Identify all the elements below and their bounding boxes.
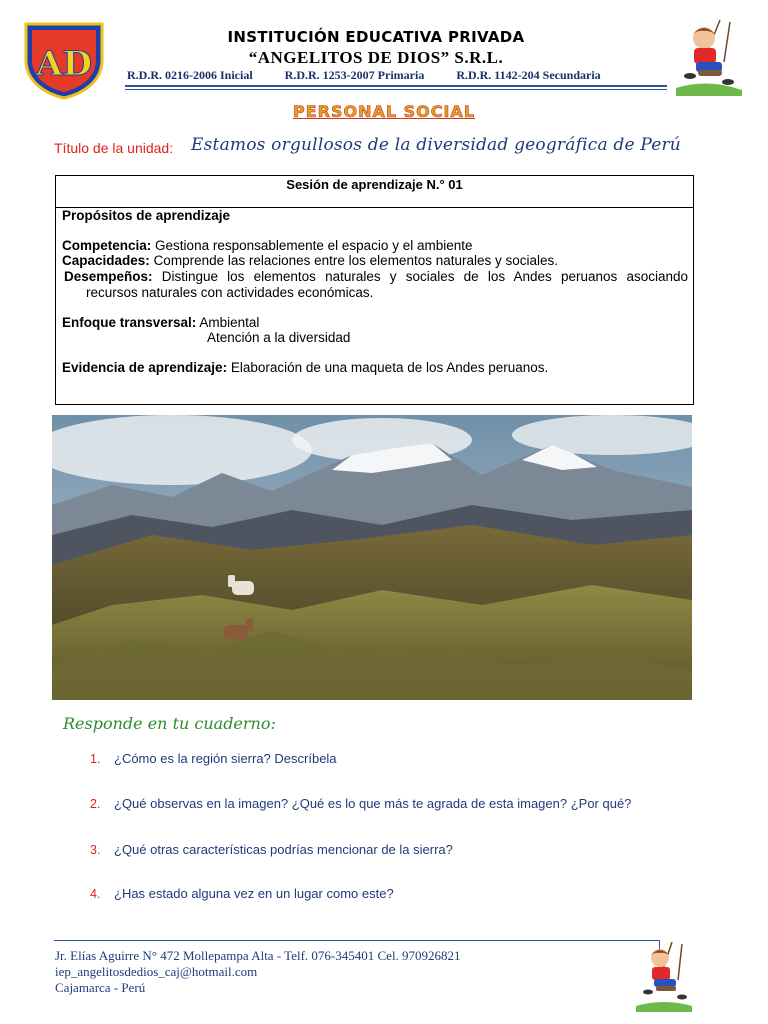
question-number: 3. [90, 843, 101, 857]
footer-address: Jr. Elías Aguirre N° 472 Mollepampa Alta - Telf. 076-345401 Cel. 970926821 [55, 948, 461, 963]
footer-divider [54, 940, 660, 941]
session-table [55, 175, 694, 405]
question-text: ¿Qué observas en la imagen? ¿Qué es lo que más te agrada de esta imagen? ¿Por qué? [114, 796, 632, 811]
subject-title [0, 102, 768, 122]
header-divider [125, 85, 667, 87]
capacidades-row [62, 253, 558, 269]
logo-text: AD [36, 44, 92, 84]
header-divider-thin [125, 89, 667, 90]
question-number: 2. [90, 797, 101, 811]
enfoque-value-1: Ambiental [199, 315, 260, 330]
purposes-label: Propósitos de aprendizaje [62, 208, 231, 223]
question-number: 4. [90, 887, 101, 901]
desempenos-value-1: Distingue los elementos naturales y sociales de los Andes peruanos asociando [161, 269, 688, 284]
question-text: ¿Qué otras características podrías mencionar de la sierra? [114, 842, 453, 857]
institution-subtitle: “ANGELITOS DE DIOS” S.R.L. [248, 48, 504, 67]
session-heading: Sesión de aprendizaje N.° 01 [56, 176, 693, 208]
institution-name: INSTITUCIÓN EDUCATIVA PRIVADA [227, 28, 525, 46]
footer-email: iep_angelitosdedios_caj@hotmail.com [55, 964, 258, 979]
school-logo [22, 20, 106, 100]
enfoque-label: Enfoque transversal: [62, 315, 197, 330]
competencia-value: Gestiona responsablemente el espacio y el ambiente [155, 238, 473, 253]
child-swing-illustration [668, 18, 746, 96]
evidencia-row [62, 360, 548, 376]
evidencia-label: Evidencia de aprendizaje: [62, 360, 228, 375]
desempenos-value-2: recursos naturales con actividades económicas. [86, 285, 374, 300]
evidencia-value: Elaboración de una maqueta de los Andes peruanos. [230, 360, 549, 375]
question-number: 1. [90, 752, 101, 766]
rdr-line [127, 68, 667, 83]
questions-heading: Responde en tu cuaderno: [63, 714, 276, 733]
rdr-primaria: R.D.R. 1253-2007 Primaria [284, 68, 425, 82]
capacidades-label: Capacidades: [62, 253, 150, 268]
rdr-secundaria: R.D.R. 1142-204 Secundaria [456, 68, 601, 82]
child-swing-illustration-footer [632, 942, 696, 1012]
competencia-row [62, 238, 473, 254]
desempenos-label: Desempeños: [64, 269, 153, 284]
competencia-label: Competencia: [62, 238, 152, 253]
andes-landscape-photo [52, 415, 692, 700]
unit-label: Título de la unidad: [54, 140, 174, 156]
desempenos-row [64, 269, 688, 285]
capacidades-value: Comprende las relaciones entre los elementos naturales y sociales. [153, 253, 559, 268]
question-text: ¿Has estado alguna vez en un lugar como este? [114, 886, 394, 901]
question-text: ¿Cómo es la región sierra? Descríbela [114, 751, 337, 766]
subject-text: PERSONAL SOCIAL [292, 102, 476, 121]
rdr-inicial: R.D.R. 0216-2006 Inicial [127, 68, 253, 82]
unit-title: Estamos orgullosos de la diversidad geográfica de Perú [191, 135, 681, 155]
enfoque-value-2: Atención a la diversidad [207, 330, 351, 345]
footer-city: Cajamarca - Perú [55, 980, 146, 995]
enfoque-row [62, 315, 259, 331]
